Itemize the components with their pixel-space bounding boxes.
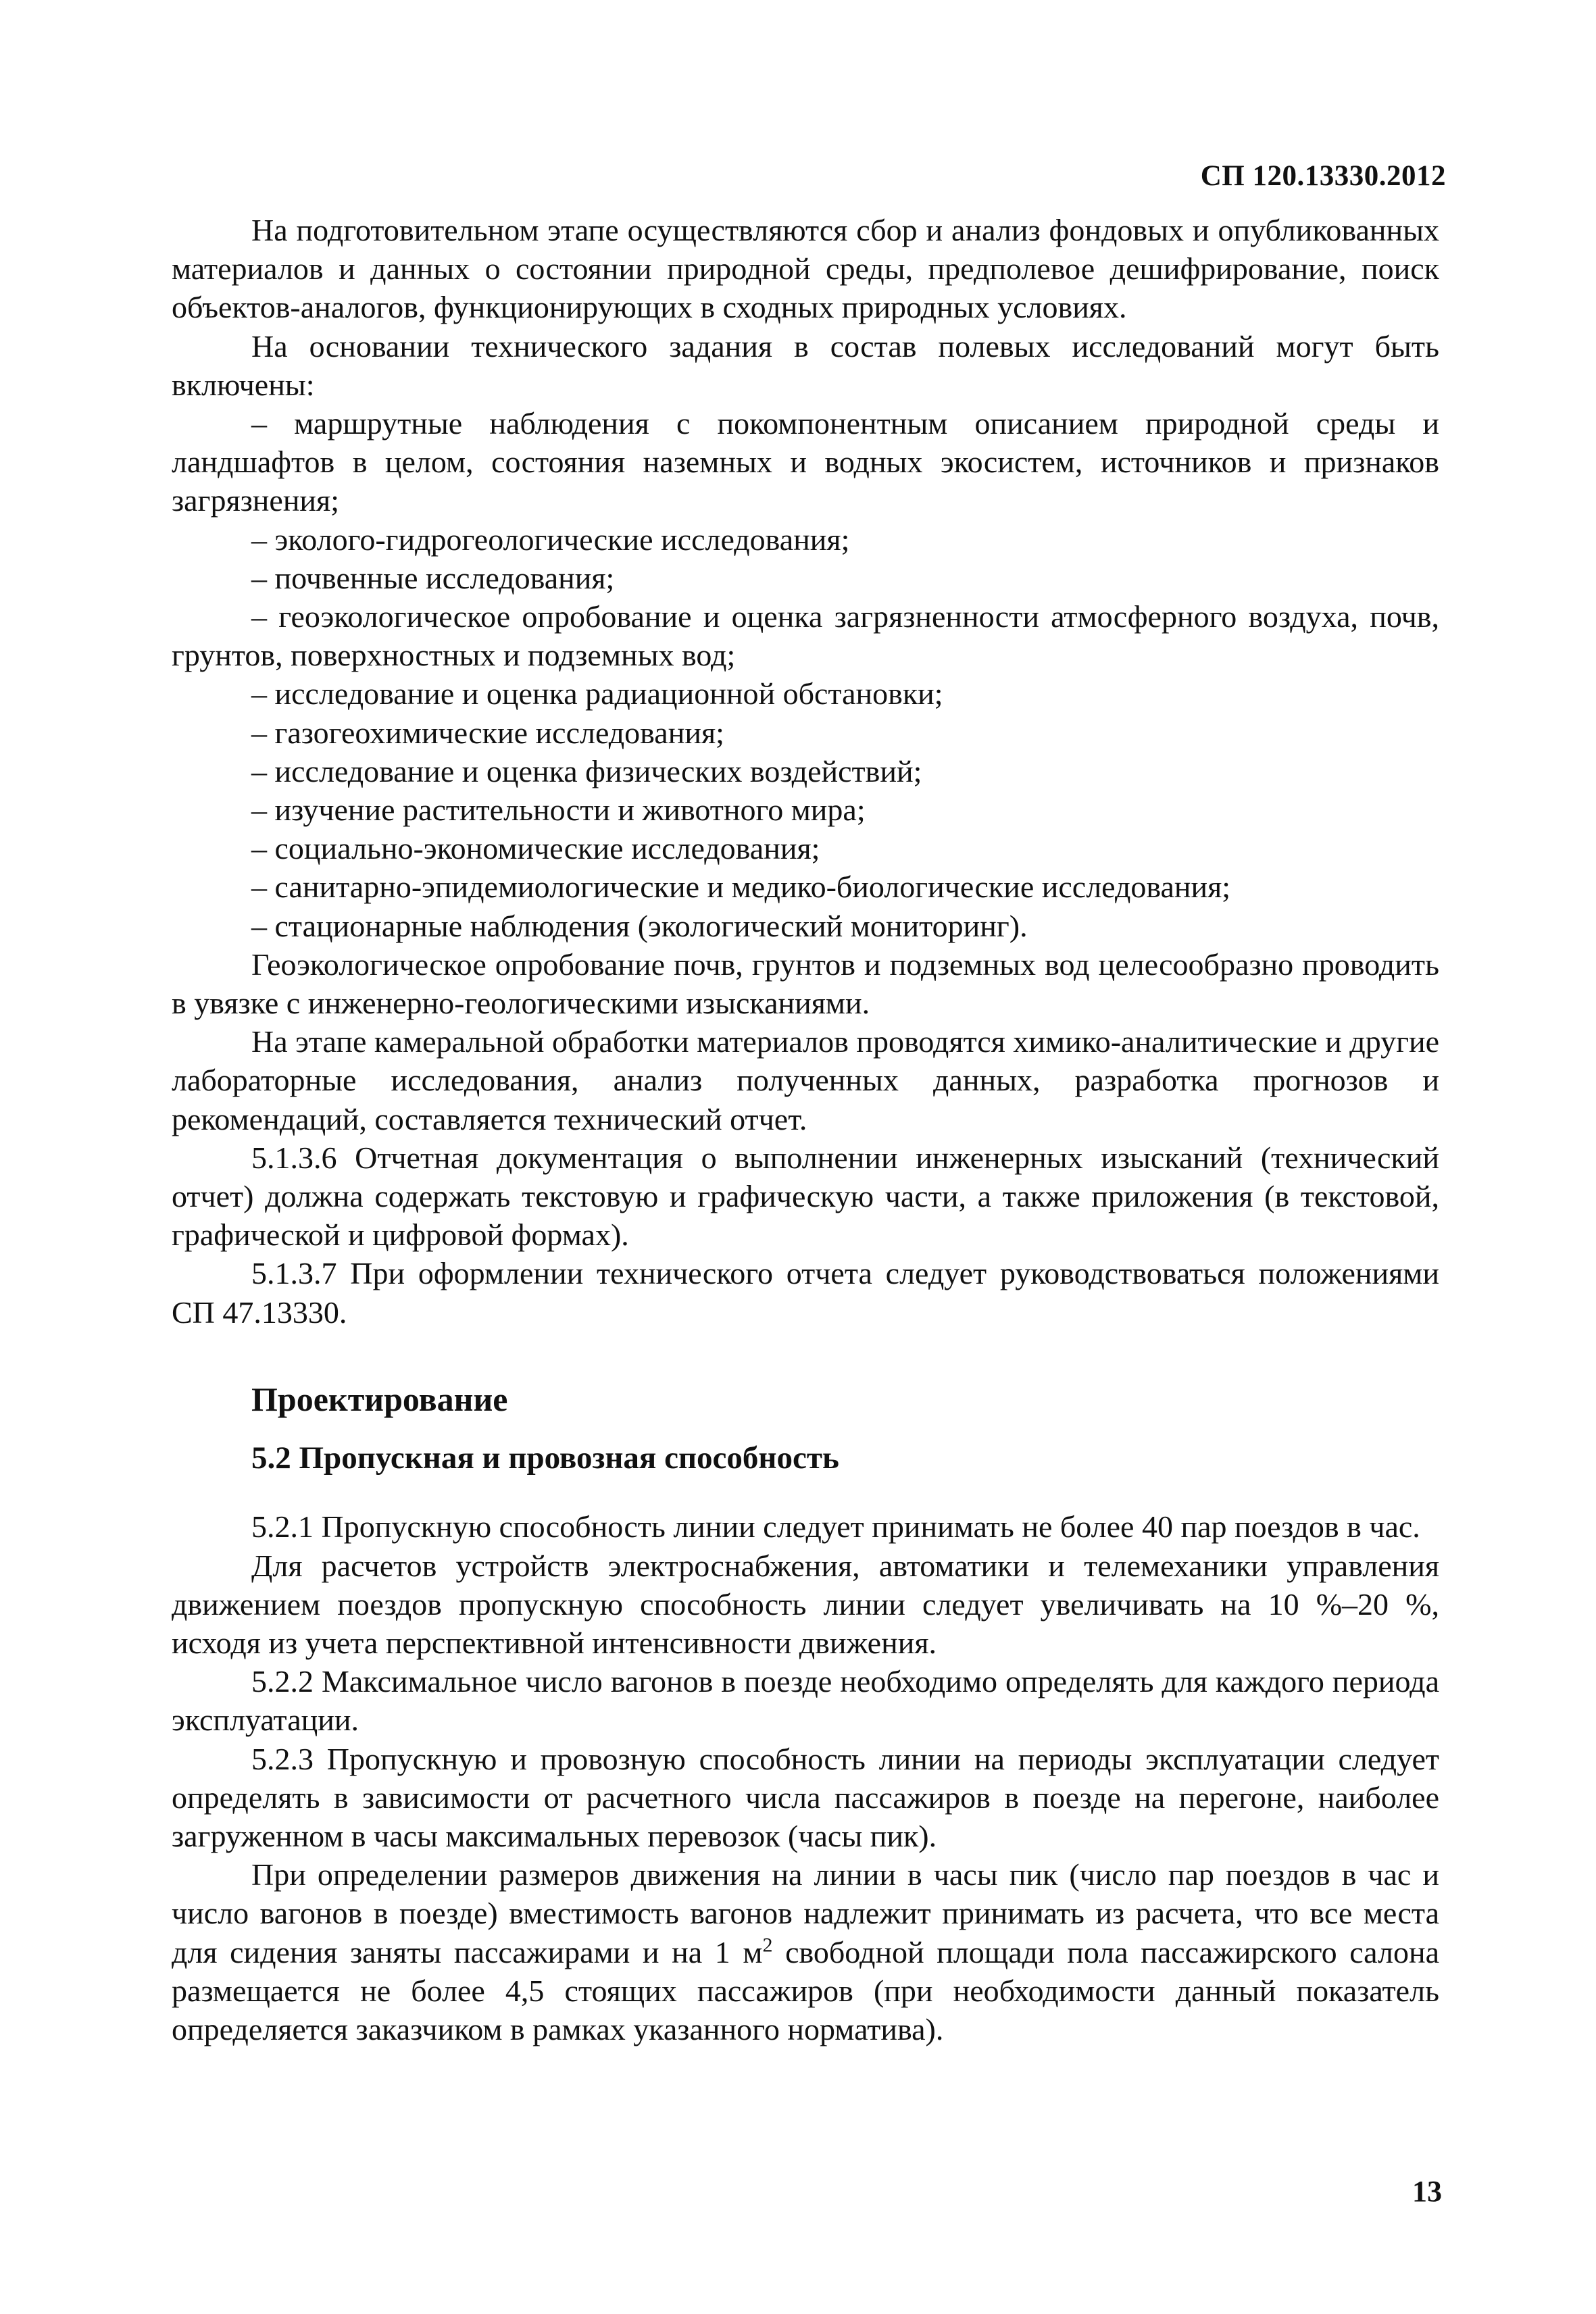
- paragraph-geoecological-sampling: Геоэкологическое опробование почв, грунтов и подземных вод целесообразно проводить в увязке с инженерно-геологическими изысканиями.: [172, 947, 1439, 1021]
- paragraph-5-2-2: 5.2.2 Максимальное число вагонов в поезде необходимо определять для каждого периода эксплуатации.: [172, 1664, 1439, 1738]
- paragraph-5-2-3: 5.2.3 Пропускную и провозную способность линии на периоды эксплуатации следует определять в зависимости от расчетного числа пассажиров в поезде на перегоне, наиболее загруженном в часы максимальных перевозок (часы пик).: [172, 1741, 1439, 1853]
- list-item: – социально-экономические исследования;: [251, 831, 820, 866]
- list-item: – геоэкологическое опробование и оценка загрязненности атмосферного воздуха, почв, грунтов, поверхностных и подземных вод;: [172, 599, 1439, 673]
- list-item: – газогеохимические исследования;: [251, 715, 724, 750]
- section-title: Проектирование: [251, 1380, 508, 1418]
- list-item: – изучение растительности и животного мира;: [251, 793, 866, 828]
- list-item: – эколого-гидрогеологические исследования;: [251, 522, 850, 557]
- page-content: [172, 211, 1439, 2048]
- list-item: – исследование и оценка физических воздействий;: [251, 753, 922, 788]
- paragraph-5-1-3-7: 5.1.3.7 При оформлении технического отчета следует руководствоваться положениями СП 47.13330.: [172, 1256, 1439, 1330]
- list-item: – маршрутные наблюдения с покомпонентным описанием природной среды и ландшафтов в целом, состояния наземных и водных экосистем, источников и признаков загрязнения;: [172, 406, 1439, 518]
- list-item: – санитарно-эпидемиологические и медико-биологические исследования;: [251, 870, 1231, 905]
- superscript-square: 2: [762, 1934, 773, 1957]
- paragraph-peak-hours-part1: При определении размеров движения на линии в часы пик (число пар поездов в час и число вагонов в поезде) вместимость вагонов надлежит принимать из расчета, что все места для сидения заняты пассажирами и на 1 м: [172, 1857, 1439, 1969]
- paragraph-5-2-1: 5.2.1 Пропускную способность линии следует принимать не более 40 пар поездов в час.: [251, 1509, 1420, 1544]
- paragraph-5-1-3-6: 5.1.3.6 Отчетная документация о выполнении инженерных изысканий (технический отчет) должна содержать текстовую и графическую части, а также приложения (в текстовой, графической и цифровой формах).: [172, 1140, 1439, 1253]
- paragraph-peak-hours-part2: свободной площади пола пассажирского салона размещается не более 4,5 стоящих пассажиров (при необходимости данный показатель определяется заказчиком в рамках указанного норматива).: [172, 1934, 1439, 2046]
- paragraph-cameral-stage: На этапе камеральной обработки материалов проводятся химико-аналитические и другие лабораторные исследования, анализ полученных данных, разработка прогнозов и рекомендаций, составляется технический отчет.: [172, 1024, 1439, 1136]
- list-item: – исследование и оценка радиационной обстановки;: [251, 676, 943, 711]
- paragraph-preparatory-stage: На подготовительном этапе осуществляются сбор и анализ фондовых и опубликованных материалов и данных о состоянии природной среды, предполевое дешифрирование, поиск объектов-аналогов, функционирующих в сходных природных условиях.: [172, 213, 1439, 325]
- page-number: 13: [1412, 2175, 1442, 2208]
- paragraph-peak-hours: [172, 1855, 1439, 2048]
- list-item: – стационарные наблюдения (экологический мониторинг).: [251, 908, 1028, 943]
- document-code-header: СП 120.13330.2012: [1200, 160, 1446, 192]
- list-item: – почвенные исследования;: [251, 560, 615, 595]
- subsection-title: 5.2 Пропускная и провозная способность: [251, 1440, 839, 1476]
- paragraph-field-research-intro: На основании технического задания в состав полевых исследований могут быть включены:: [172, 328, 1439, 402]
- paragraph-power-supply-calc: Для расчетов устройств электроснабжения, автоматики и телемеханики управления движением поездов пропускную способность линии следует увеличивать на 10 %–20 %, исходя из учета перспективной интенсивности движения.: [172, 1548, 1439, 1660]
